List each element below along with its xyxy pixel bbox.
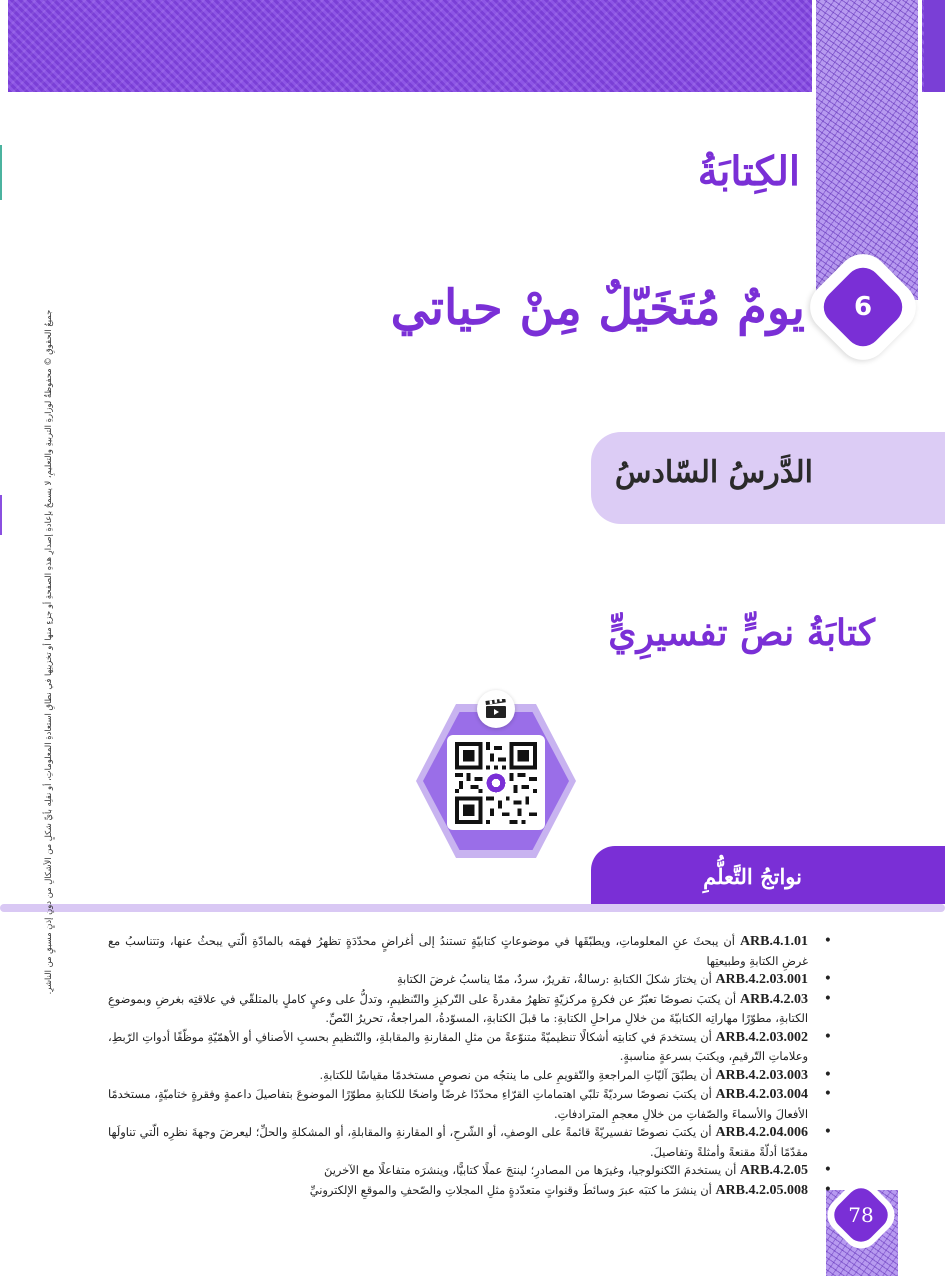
outcome-code: ARB.4.2.03 (739, 991, 809, 1007)
outcome-item (108, 1066, 808, 1086)
outcome-text: أن يستخدمَ التّكنولوجيا، وغيرَها من المصادرِ؛ لينتجَ عملًا كتابيًّا، وينشرَه متفاعلًا مع الآخرينَ (324, 1163, 737, 1177)
outcome-item (108, 1085, 808, 1123)
outcome-item (108, 970, 808, 990)
outcome-text: أن يكتبَ نصوصًا تعبّرُ عن فكرةٍ مركزيّةٍ تظهرُ مقدرةً على التّركيزِ والتّنظيمِ، وتدلُّ على وعيٍ كاملٍ بالمتلقّي في علاقتِه بغرضِ وبموضوعِ الكتابةِ، مطوّرًا مهاراتِه الكتابيّةَ من خلالِ مراحلِ الكتابةِ: ما قبلَ الكتابةِ، المسوّدةُ، المراجعةُ، تحريرُ النّصِّ. (108, 991, 808, 1025)
clapperboard-icon[interactable] (477, 690, 515, 728)
outcome-item (108, 1123, 808, 1161)
outcome-item (108, 990, 808, 1028)
lesson-topic: كتابَةُ نصٍّ تفسيرِيٍّ (608, 612, 875, 654)
outcome-text: أن ينشرَ ما كتبَه عبرَ وسائطَ وقنواتٍ متعدّدةٍ مثلِ المجلاتِ والصّحفِ والموقعِ الإلكترونيِّ (309, 1182, 712, 1197)
outcomes-list (108, 932, 808, 1200)
section-title: الكِتابَةُ (697, 148, 800, 195)
margin-mark (0, 495, 2, 535)
outcome-code: ARB.4.2.03.002 (715, 1029, 808, 1045)
copyright-text: جميعُ الحقوقِ © محفوظةٌ لوزارةِ التربيةِ والتعليمِ، لا يسمحُ بإعادةِ إصدارِ هذهِ الصفحةِ أو جزءٍ منها أو تخزينِها في نطاقِ استعادةِ المعلوماتِ، أو نقلِه بأيِّ شكلٍ من الأشكالِ من دونِ إذنٍ مسبقٍ من الناشرِ. (43, 309, 53, 995)
outcome-code: ARB.4.2.05.008 (715, 1182, 808, 1198)
outcome-text: أن يبحثَ عنِ المعلوماتِ، ويطبّقَها في موضوعاتٍ كتابيّةٍ تستندُ إلى أغراضٍ محدّدَةٍ تظهرُ فهمَه بالمادّةِ الّتي يبحثُ عنها، وتتناسبُ مع غرضِ الكتابةِ وطبيعتِها (108, 934, 808, 968)
outcome-item (108, 1028, 808, 1066)
lesson-label: الدَّرسُ السّادسُ (614, 455, 813, 490)
outcome-text: أن يكتبَ نصوصًا سرديّةً تلبّي اهتماماتِ القرّاءِ محدّدًا غرضًا واضحًا للكتابةِ مطوّرًا الموضوعَ بتفاصيلَ داعمةٍ وفقرةٍ ختاميّةٍ، مستخدمًا الأفعالَ والأسماءَ والصّفاتِ من خلالِ معجمِ المترادفاتِ. (108, 1087, 808, 1121)
unit-number: 6 (853, 292, 873, 322)
outcome-text: أن يختارَ شكلَ الكتابةِ :رسالةٌ، تقريرٌ، سردٌ، ممّا يناسبُ غرضَ الكتابةِ (396, 972, 712, 986)
outcome-code: ARB.4.2.03.001 (715, 972, 808, 987)
qr-code-icon[interactable] (454, 742, 538, 824)
header-band (8, 0, 945, 92)
copyright-notice (42, 298, 54, 1008)
outcome-item (108, 1161, 808, 1181)
outcome-code: ARB.4.2.05 (739, 1163, 808, 1178)
outcome-code: ARB.4.2.03.003 (715, 1067, 808, 1083)
outcome-code: ARB.4.2.04.006 (715, 1125, 808, 1140)
outcome-item (108, 1181, 808, 1201)
outcome-text: أن يكتبَ نصوصًا تفسيريّةً قائمةً على الوصفِ، أو الشّرحِ، أو المقارنةِ والمقابلةِ، أو المشكلةِ والحلِّ؛ ليعرضَ وجهةَ نظرِه الّتي تناولَها مقدّمًا أدلّةً مقنعةً وأمثلةً وتفاصيلَ. (108, 1125, 808, 1159)
margin-mark (0, 145, 2, 200)
outcome-text: أن يطبّقَ آليّاتِ المراجعةِ والتّقويمِ على ما ينتجُه من نصوصٍ مستخدمًا مقياسًا للكتابةِ. (319, 1067, 712, 1082)
page-number: 78 (848, 1203, 874, 1227)
header-edge-bar (924, 0, 945, 92)
outcomes-heading: نواتجُ التَّعلُّمِ (703, 864, 802, 889)
outcome-text: أن يستخدمَ في كتابتِه أشكالًا تنظيميّةً متنوّعةً من مثلِ المقارنةِ والمقابلةِ، والتّنظيمِ بحسبِ الأصنافِ أو الأهمّيّةِ موظّفًا أدواتِ الرّبطِ، وعلاماتِ التّرقيمِ، ويكتبَ بسرعةٍ مناسبةٍ. (108, 1029, 808, 1063)
unit-title: يومٌ مُتَخَيّلٌ مِنْ حياتي (390, 280, 805, 336)
divider (0, 904, 945, 912)
outcome-item (108, 932, 808, 970)
outcome-code: ARB.4.2.03.004 (715, 1087, 808, 1102)
outcome-code: ARB.4.1.01 (739, 934, 808, 949)
